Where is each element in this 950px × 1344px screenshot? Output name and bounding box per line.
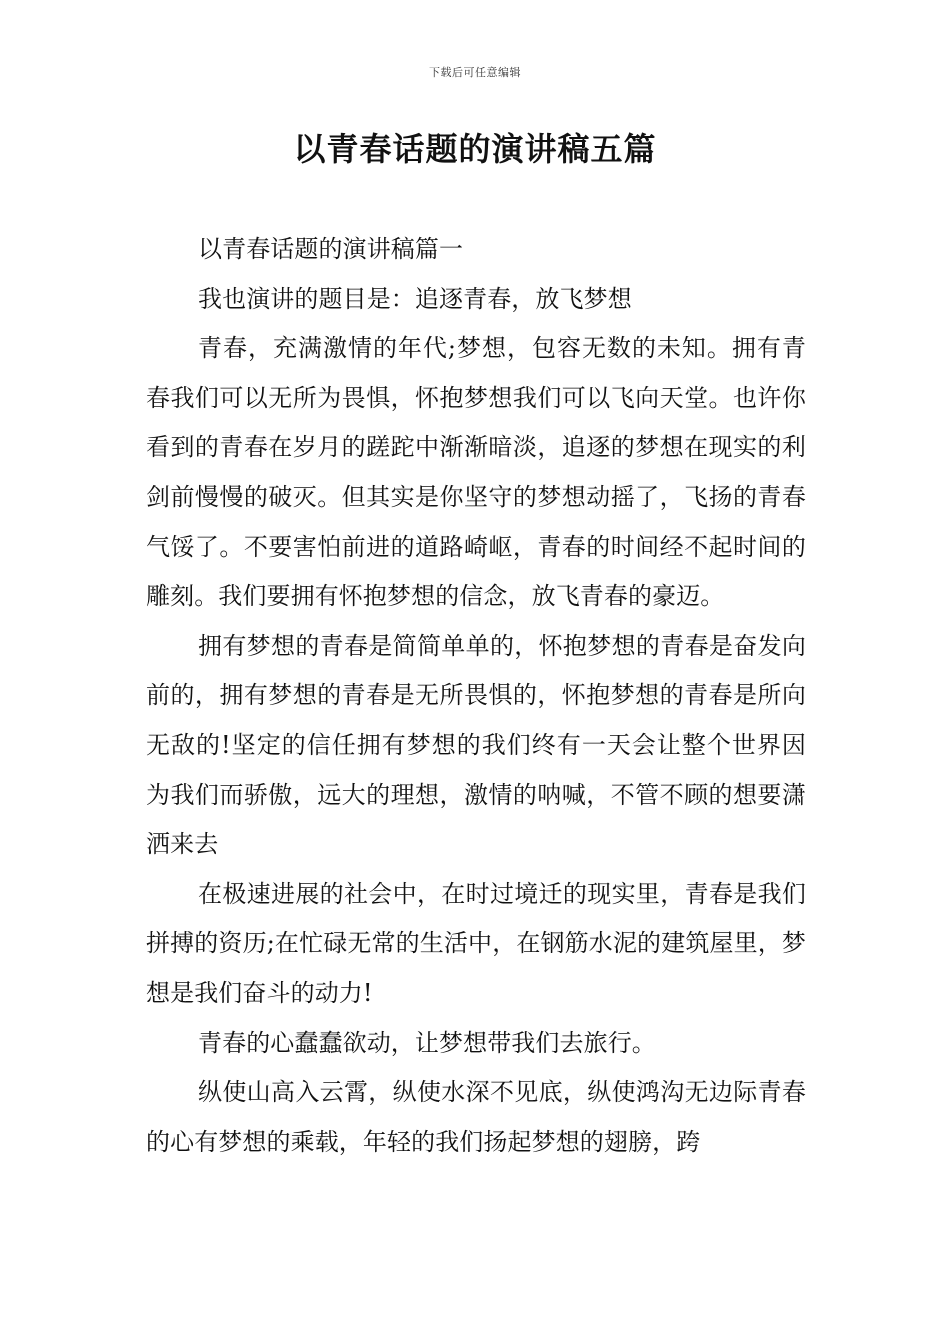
body-paragraph: 青春的心蠢蠢欲动，让梦想带我们去旅行。 xyxy=(198,1028,656,1057)
section-heading: 以青春话题的演讲稿篇一 xyxy=(198,235,464,263)
header-note: 下载后可任意编辑 xyxy=(429,66,521,79)
body-paragraph: 拥有梦想的青春是简简单单的，怀抱梦想的青春是奋发向前的，拥有梦想的青春是无所畏惧的，怀抱梦想的青春是所向无敌的!坚定的信任拥有梦想的我们终有一天会让整个世界因为我们而骄傲，远大的理想，激情的呐喊，不管不顾的想要潇洒来去 xyxy=(146,631,806,859)
document-title: 以青春话题的演讲稿五篇 xyxy=(293,130,657,168)
speech-topic-line: 我也演讲的题目是：追逐青春，放飞梦想 xyxy=(198,284,632,313)
document-body xyxy=(146,225,806,1167)
body-paragraph: 在极速进展的社会中，在时过境迁的现实里，青春是我们拼搏的资历;在忙碌无常的生活中，在钢筋水泥的建筑屋里，梦想是我们奋斗的动力! xyxy=(146,879,806,1007)
body-paragraph: 青春，充满激情的年代;梦想，包容无数的未知。拥有青春我们可以无所为畏惧，怀抱梦想我们可以飞向天堂。也许你看到的青春在岁月的蹉跎中渐渐暗淡，追逐的梦想在现实的利剑前慢慢的破灭。但其实是你坚守的梦想动摇了，飞扬的青春气馁了。不要害怕前进的道路崎岖，青春的时间经不起时间的雕刻。我们要拥有怀抱梦想的信念，放飞青春的豪迈。 xyxy=(146,334,806,611)
body-paragraph: 纵使山高入云霄，纵使水深不见底，纵使鸿沟无边际青春的心有梦想的乘载，年轻的我们扬起梦想的翅膀，跨 xyxy=(146,1078,806,1156)
